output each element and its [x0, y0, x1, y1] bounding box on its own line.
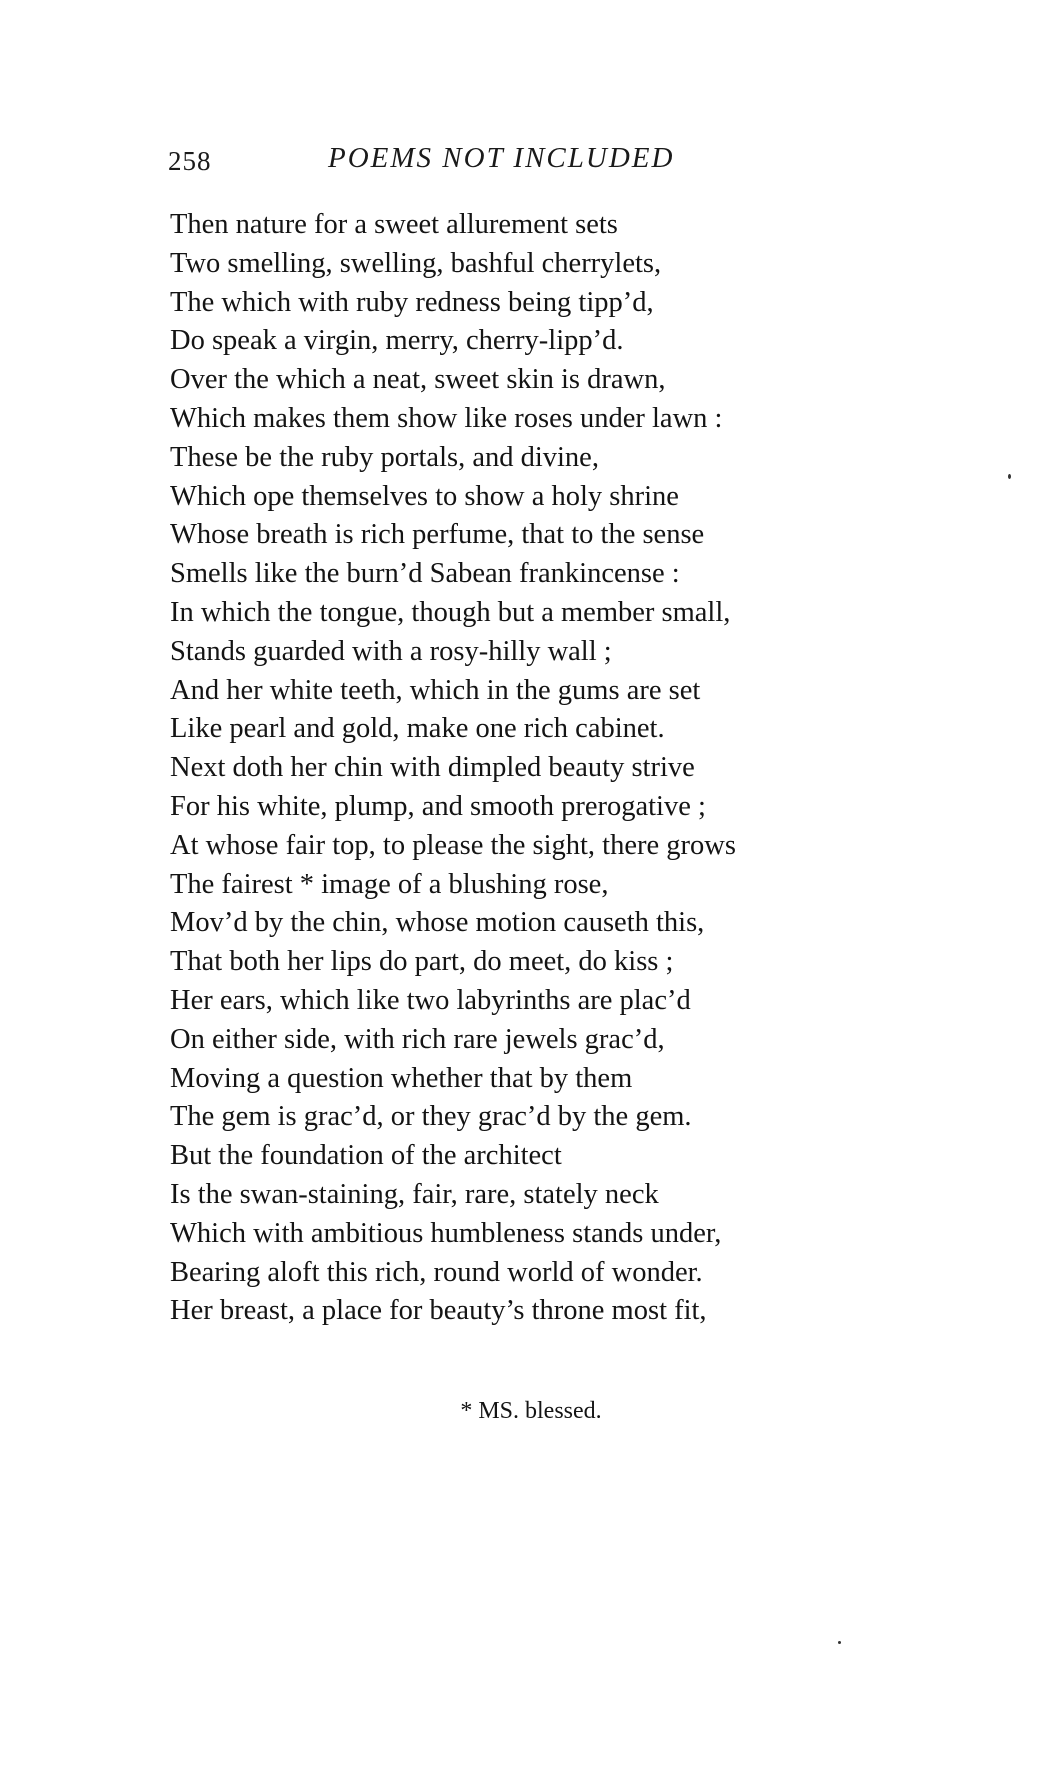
poem-line: Two smelling, swelling, bashful cherrylets,: [170, 247, 662, 279]
poem-line: For his white, plump, and smooth prerogative ;: [170, 790, 706, 822]
poem-line: That both her lips do part, do meet, do kiss ;: [170, 946, 674, 978]
page-number: 258: [168, 146, 212, 176]
poem-line: In which the tongue, though but a member small,: [170, 596, 731, 628]
running-title: POEMS NOT INCLUDED: [328, 142, 675, 174]
poem-line: Then nature for a sweet allurement sets: [170, 209, 618, 240]
poem-line: Whose breath is rich perfume, that to the sense: [170, 519, 705, 551]
poem-line: Which ope themselves to show a holy shrine: [170, 480, 679, 512]
poem-line: Bearing aloft this rich, round world of wonder.: [170, 1256, 703, 1288]
poem-line: Do speak a virgin, merry, cherry-lipp’d.: [170, 325, 624, 357]
poem-line: And her white teeth, which in the gums are set: [170, 674, 701, 706]
poem-line: Next doth her chin with dimpled beauty strive: [170, 752, 695, 784]
poem-line: Her breast, a place for beauty’s throne most fit,: [170, 1295, 707, 1327]
poem-line: Which makes them show like roses under lawn :: [170, 402, 723, 434]
poem-line: The gem is grac’d, or they grac’d by the gem.: [170, 1101, 692, 1133]
poem-line: Smells like the burn’d Sabean frankincense :: [170, 558, 680, 590]
poem-line: The which with ruby redness being tipp’d,: [170, 286, 654, 318]
poem-line: On either side, with rich rare jewels grac’d,: [170, 1023, 665, 1055]
ink-speck: [1008, 474, 1011, 479]
footnote: * MS. blessed.: [460, 1398, 602, 1424]
poem-line: Her ears, which like two labyrinths are plac’d: [170, 984, 691, 1016]
poem-line: At whose fair top, to please the sight, there grows: [170, 829, 736, 861]
poem-line: Stands guarded with a rosy-hilly wall ;: [170, 635, 612, 667]
poem-line: But the foundation of the architect: [170, 1140, 562, 1172]
poem-line: Mov’d by the chin, whose motion causeth this,: [170, 907, 705, 939]
poem-line: Like pearl and gold, make one rich cabinet.: [170, 713, 665, 745]
poem-line: Moving a question whether that by them: [170, 1062, 633, 1094]
poem-line: Which with ambitious humbleness stands under,: [170, 1217, 722, 1249]
poem-line: The fairest * image of a blushing rose,: [170, 868, 609, 900]
poem-line: Over the which a neat, sweet skin is drawn,: [170, 364, 666, 396]
poem-text: [170, 206, 1030, 1331]
ink-speck: [838, 1641, 841, 1644]
poem-line: These be the ruby portals, and divine,: [170, 441, 599, 473]
page-header: [168, 142, 868, 182]
poem-line: Is the swan-staining, fair, rare, stately neck: [170, 1178, 659, 1210]
